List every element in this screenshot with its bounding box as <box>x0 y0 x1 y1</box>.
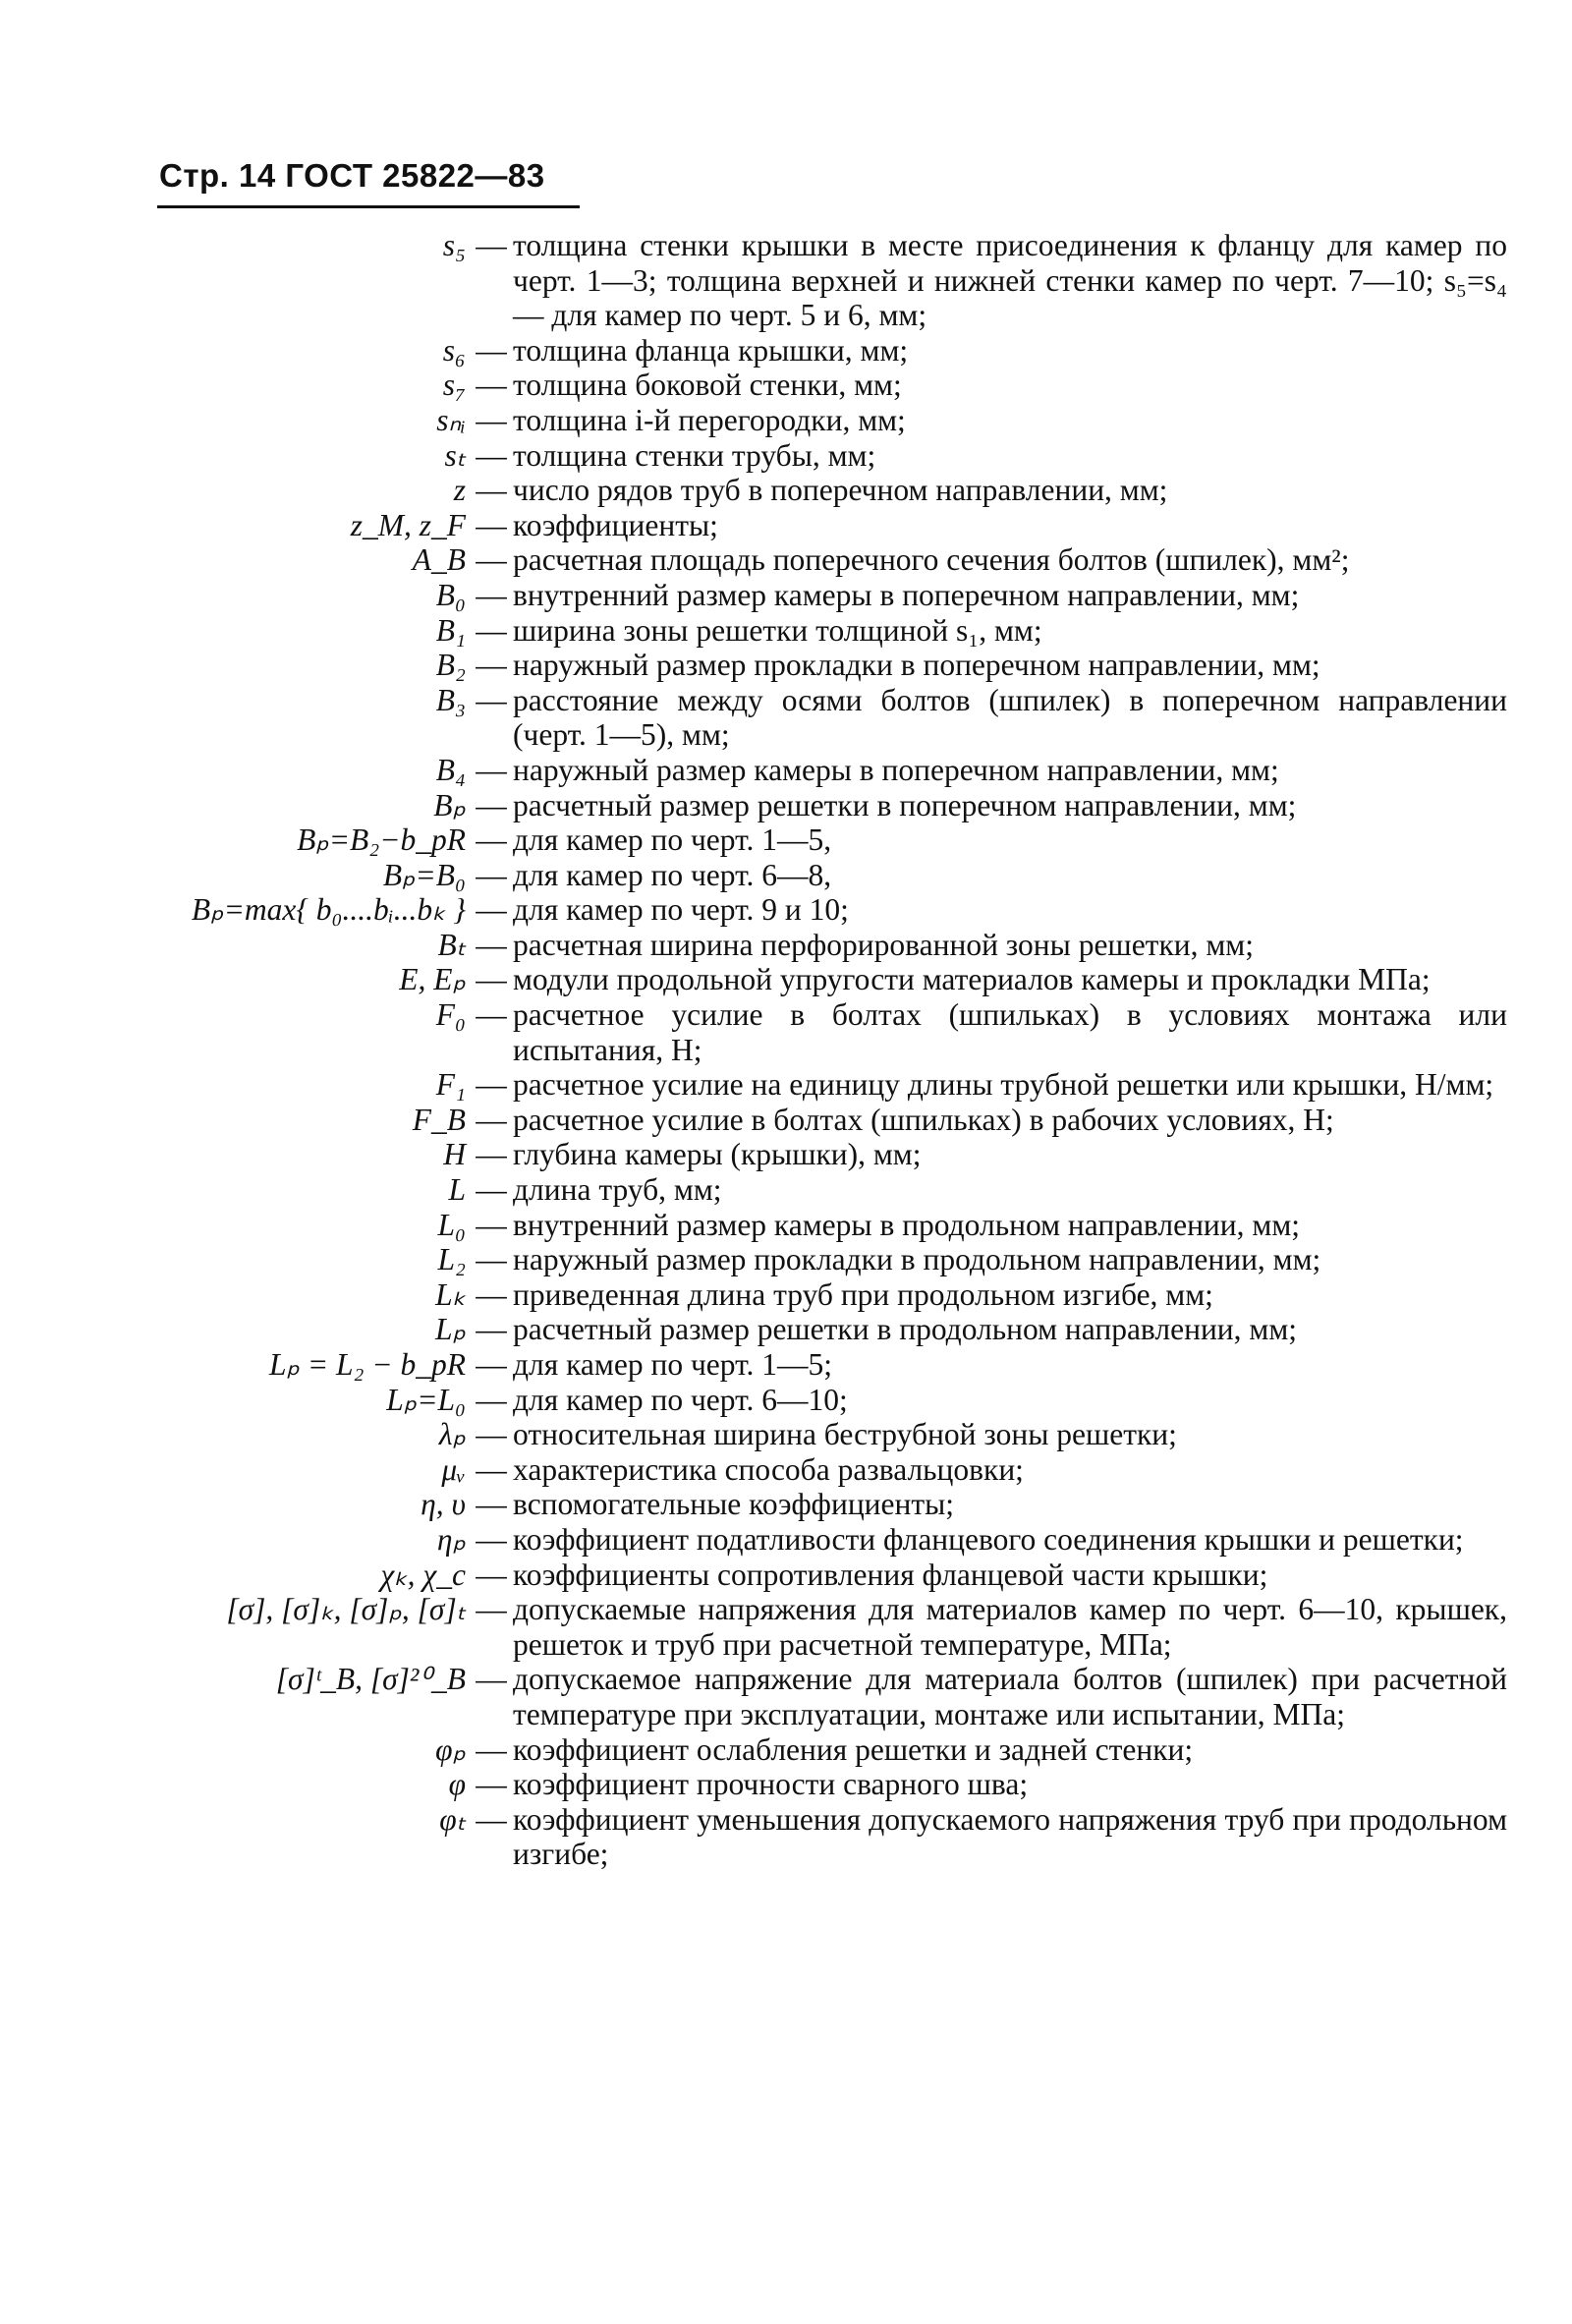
notation-definition: для камер по черт. 6—10; <box>513 1382 848 1417</box>
notation-definition: толщина стенки трубы, мм; <box>513 437 876 473</box>
em-dash: — <box>476 402 507 437</box>
notation-definition: толщина фланца крышки, мм; <box>513 332 909 368</box>
notation-entry <box>0 788 1572 823</box>
notation-definition: наружный размер прокладки в продольном направлении, мм; <box>513 1242 1321 1277</box>
notation-definition: расчетная площадь поперечного сечения болтов (шпилек), мм²; <box>513 542 1350 578</box>
notation-symbol: φₜ <box>439 1801 466 1837</box>
notation-entry <box>0 438 1572 474</box>
notation-entry <box>0 1067 1572 1103</box>
notation-entry <box>0 822 1572 858</box>
notation-definition: глубина камеры (крышки), мм; <box>513 1137 922 1172</box>
notation-symbol: L₂ <box>437 1242 466 1277</box>
em-dash: — <box>476 1067 507 1103</box>
notation-entry <box>0 1172 1572 1208</box>
em-dash: — <box>476 962 507 997</box>
notation-definition: для камер по черт. 9 и 10; <box>513 892 849 928</box>
notation-entry <box>0 997 1572 1067</box>
notation-definition: толщина боковой стенки, мм; <box>513 368 902 403</box>
em-dash: — <box>476 1276 507 1312</box>
notation-definition: коэффициенты; <box>513 507 718 542</box>
notation-symbol: φₚ <box>435 1731 466 1767</box>
notation-entry <box>0 508 1572 543</box>
header-rule <box>157 205 580 208</box>
notation-definition: для камер по черт. 1—5; <box>513 1347 832 1382</box>
notation-entry <box>0 1732 1572 1768</box>
notation-symbol: F_B <box>412 1102 466 1137</box>
em-dash: — <box>476 1767 507 1802</box>
notation-definition: приведенная длина труб при продольном изгибе, мм; <box>513 1276 1213 1312</box>
em-dash: — <box>476 1592 507 1627</box>
notation-symbol: [σ], [σ]ₖ, [σ]ₚ, [σ]ₜ <box>226 1592 466 1627</box>
notation-definition: допускаемые напряжения для материалов камер по черт. 6—10, крышек, решеток и труб при расчетной температуре, МПа; <box>513 1592 1507 1662</box>
notation-entry <box>0 1242 1572 1277</box>
notation-entry <box>0 1383 1572 1418</box>
em-dash: — <box>476 1242 507 1277</box>
notation-list <box>0 228 1572 1872</box>
notation-symbol: B₀ <box>435 577 466 612</box>
notation-definition: расстояние между осями болтов (шпилек) в поперечном направлении (черт. 1—5), мм; <box>513 682 1507 753</box>
em-dash: — <box>476 648 507 683</box>
notation-symbol: B₁ <box>435 612 466 648</box>
notation-symbol: Lₚ <box>434 1312 466 1347</box>
em-dash: — <box>476 1487 507 1522</box>
notation-symbol: sₜ <box>444 437 466 473</box>
notation-entry <box>0 928 1572 963</box>
em-dash: — <box>476 1102 507 1137</box>
notation-symbol: [σ]ᵗ_B, [σ]²⁰_B <box>275 1662 466 1697</box>
em-dash: — <box>476 542 507 578</box>
notation-entry <box>0 403 1572 438</box>
em-dash: — <box>476 507 507 542</box>
notation-symbol: Lₚ=L₀ <box>386 1382 466 1417</box>
notation-symbol: φ <box>448 1767 466 1802</box>
notation-entry <box>0 1312 1572 1347</box>
notation-symbol: μᵥ <box>441 1451 466 1487</box>
notation-entry <box>0 1208 1572 1243</box>
page-header: Стр. 14 ГОСТ 25822—83 <box>159 157 545 194</box>
notation-definition: расчетное усилие в болтах (шпильках) в условиях монтажа или испытания, Н; <box>513 997 1507 1067</box>
notation-entry <box>0 578 1572 613</box>
notation-entry <box>0 1487 1572 1522</box>
notation-entry <box>0 753 1572 788</box>
notation-definition: ширина зоны решетки толщиной s₁, мм; <box>513 612 1042 648</box>
em-dash: — <box>476 752 507 787</box>
notation-entry <box>0 648 1572 683</box>
notation-symbol: s₆ <box>442 332 466 368</box>
notation-symbol: s₅ <box>442 228 466 262</box>
em-dash: — <box>476 1662 507 1697</box>
notation-entry <box>0 1662 1572 1731</box>
notation-symbol: z_M, z_F <box>350 507 466 542</box>
em-dash: — <box>476 1731 507 1767</box>
notation-definition: коэффициент уменьшения допускаемого напряжения труб при продольном изгибе; <box>513 1801 1507 1872</box>
em-dash: — <box>476 437 507 473</box>
em-dash: — <box>476 682 507 717</box>
notation-entry <box>0 1452 1572 1488</box>
em-dash: — <box>476 857 507 892</box>
notation-entry <box>0 1277 1572 1313</box>
notation-entry <box>0 1558 1572 1593</box>
notation-definition: относительная ширина беструбной зоны решетки; <box>513 1417 1177 1452</box>
notation-symbol: B₃ <box>435 682 466 717</box>
em-dash: — <box>476 577 507 612</box>
notation-entry <box>0 1417 1572 1452</box>
em-dash: — <box>476 892 507 928</box>
notation-definition: коэффициенты сопротивления фланцевой части крышки; <box>513 1557 1268 1592</box>
em-dash: — <box>476 332 507 368</box>
notation-definition: допускаемое напряжение для материала болтов (шпилек) при расчетной температуре при эксплуатации, монтаже или испытании, МПа; <box>513 1662 1507 1731</box>
notation-entry <box>0 1592 1572 1662</box>
notation-entry <box>0 1347 1572 1383</box>
notation-symbol: z <box>453 473 466 508</box>
em-dash: — <box>476 228 507 262</box>
notation-definition: наружный размер прокладки в поперечном направлении, мм; <box>513 648 1320 683</box>
notation-symbol: χₖ, χ_c <box>380 1557 466 1592</box>
notation-entry <box>0 368 1572 403</box>
notation-definition: расчетный размер решетки в поперечном направлении, мм; <box>513 787 1297 822</box>
notation-definition: длина труб, мм; <box>513 1172 722 1208</box>
em-dash: — <box>476 787 507 822</box>
notation-symbol: F₁ <box>435 1067 466 1103</box>
em-dash: — <box>476 1801 507 1837</box>
notation-symbol: Lₚ = L₂ − b_pR <box>269 1347 466 1382</box>
notation-definition: расчетный размер решетки в продольном направлении, мм; <box>513 1312 1298 1347</box>
notation-definition: расчетная ширина перфорированной зоны решетки, мм; <box>513 927 1254 962</box>
notation-entry <box>0 1137 1572 1172</box>
em-dash: — <box>476 1382 507 1417</box>
notation-symbol: L <box>448 1172 466 1208</box>
notation-definition: коэффициент прочности сварного шва; <box>513 1767 1029 1802</box>
em-dash: — <box>476 473 507 508</box>
em-dash: — <box>476 612 507 648</box>
em-dash: — <box>476 1451 507 1487</box>
notation-entry <box>0 892 1572 928</box>
notation-symbol: B₂ <box>435 648 466 683</box>
notation-definition: характеристика способа развальцовки; <box>513 1451 1024 1487</box>
notation-definition: число рядов труб в поперечном направлении, мм; <box>513 473 1168 508</box>
em-dash: — <box>476 1417 507 1452</box>
em-dash: — <box>476 997 507 1033</box>
notation-definition: внутренний размер камеры в продольном направлении, мм; <box>513 1207 1301 1242</box>
notation-symbol: s₇ <box>442 368 466 403</box>
em-dash: — <box>476 368 507 403</box>
notation-definition: коэффициент ослабления решетки и задней стенки; <box>513 1731 1194 1767</box>
notation-definition: вспомогательные коэффициенты; <box>513 1487 955 1522</box>
em-dash: — <box>476 822 507 858</box>
notation-definition: наружный размер камеры в поперечном направлении, мм; <box>513 752 1279 787</box>
notation-symbol: sₙᵢ <box>436 402 466 437</box>
notation-symbol: E, Eₚ <box>399 962 466 997</box>
notation-entry <box>0 613 1572 649</box>
notation-definition: для камер по черт. 1—5, <box>513 822 832 858</box>
notation-symbol: H <box>443 1137 466 1172</box>
notation-entry <box>0 1802 1572 1872</box>
notation-symbol: Bₚ <box>433 787 466 822</box>
em-dash: — <box>476 1137 507 1172</box>
notation-symbol: B₄ <box>435 752 466 787</box>
notation-entry <box>0 1522 1572 1558</box>
notation-definition: расчетное усилие на единицу длины трубной решетки или крышки, Н/мм; <box>513 1067 1494 1103</box>
em-dash: — <box>476 1521 507 1557</box>
notation-entry <box>0 1767 1572 1802</box>
notation-symbol: λₚ <box>438 1417 466 1452</box>
notation-symbol: F₀ <box>435 997 466 1033</box>
notation-entry <box>0 962 1572 997</box>
notation-definition: толщина стенки крышки в месте присоединения к фланцу для камер по черт. 1—3; толщина верхней и нижней стенки камер по черт. 7—10; s₅=s₄ — для камер по черт. 5 и 6, мм; <box>513 228 1507 333</box>
notation-symbol: Bₚ=max{ b₀....bᵢ...bₖ } <box>191 892 466 928</box>
em-dash: — <box>476 1557 507 1592</box>
notation-symbol: Bₜ <box>437 927 466 962</box>
notation-entry <box>0 683 1572 753</box>
notation-entry <box>0 858 1572 893</box>
em-dash: — <box>476 1347 507 1382</box>
notation-entry <box>0 542 1572 578</box>
em-dash: — <box>476 1207 507 1242</box>
notation-entry <box>0 228 1572 333</box>
notation-definition: толщина i-й перегородки, мм; <box>513 402 906 437</box>
em-dash: — <box>476 1312 507 1347</box>
notation-definition: для камер по черт. 6—8, <box>513 857 832 892</box>
notation-symbol: Bₚ=B₀ <box>382 857 466 892</box>
notation-definition: внутренний размер камеры в поперечном направлении, мм; <box>513 577 1300 612</box>
notation-symbol: ηₚ <box>436 1521 466 1557</box>
notation-symbol: Bₚ=B₂−b_pR <box>297 822 466 858</box>
notation-entry <box>0 473 1572 508</box>
notation-definition: модули продольной упругости материалов камеры и прокладки МПа; <box>513 962 1431 997</box>
notation-symbol: A_B <box>412 542 466 578</box>
notation-entry <box>0 333 1572 368</box>
notation-symbol: Lₖ <box>435 1276 466 1312</box>
em-dash: — <box>476 1172 507 1208</box>
notation-symbol: η, υ <box>421 1487 466 1522</box>
notation-definition: коэффициент податливости фланцевого соединения крышки и решетки; <box>513 1521 1464 1557</box>
notation-symbol: L₀ <box>437 1207 466 1242</box>
notation-definition: расчетное усилие в болтах (шпильках) в рабочих условиях, Н; <box>513 1102 1334 1137</box>
em-dash: — <box>476 927 507 962</box>
notation-entry <box>0 1103 1572 1138</box>
